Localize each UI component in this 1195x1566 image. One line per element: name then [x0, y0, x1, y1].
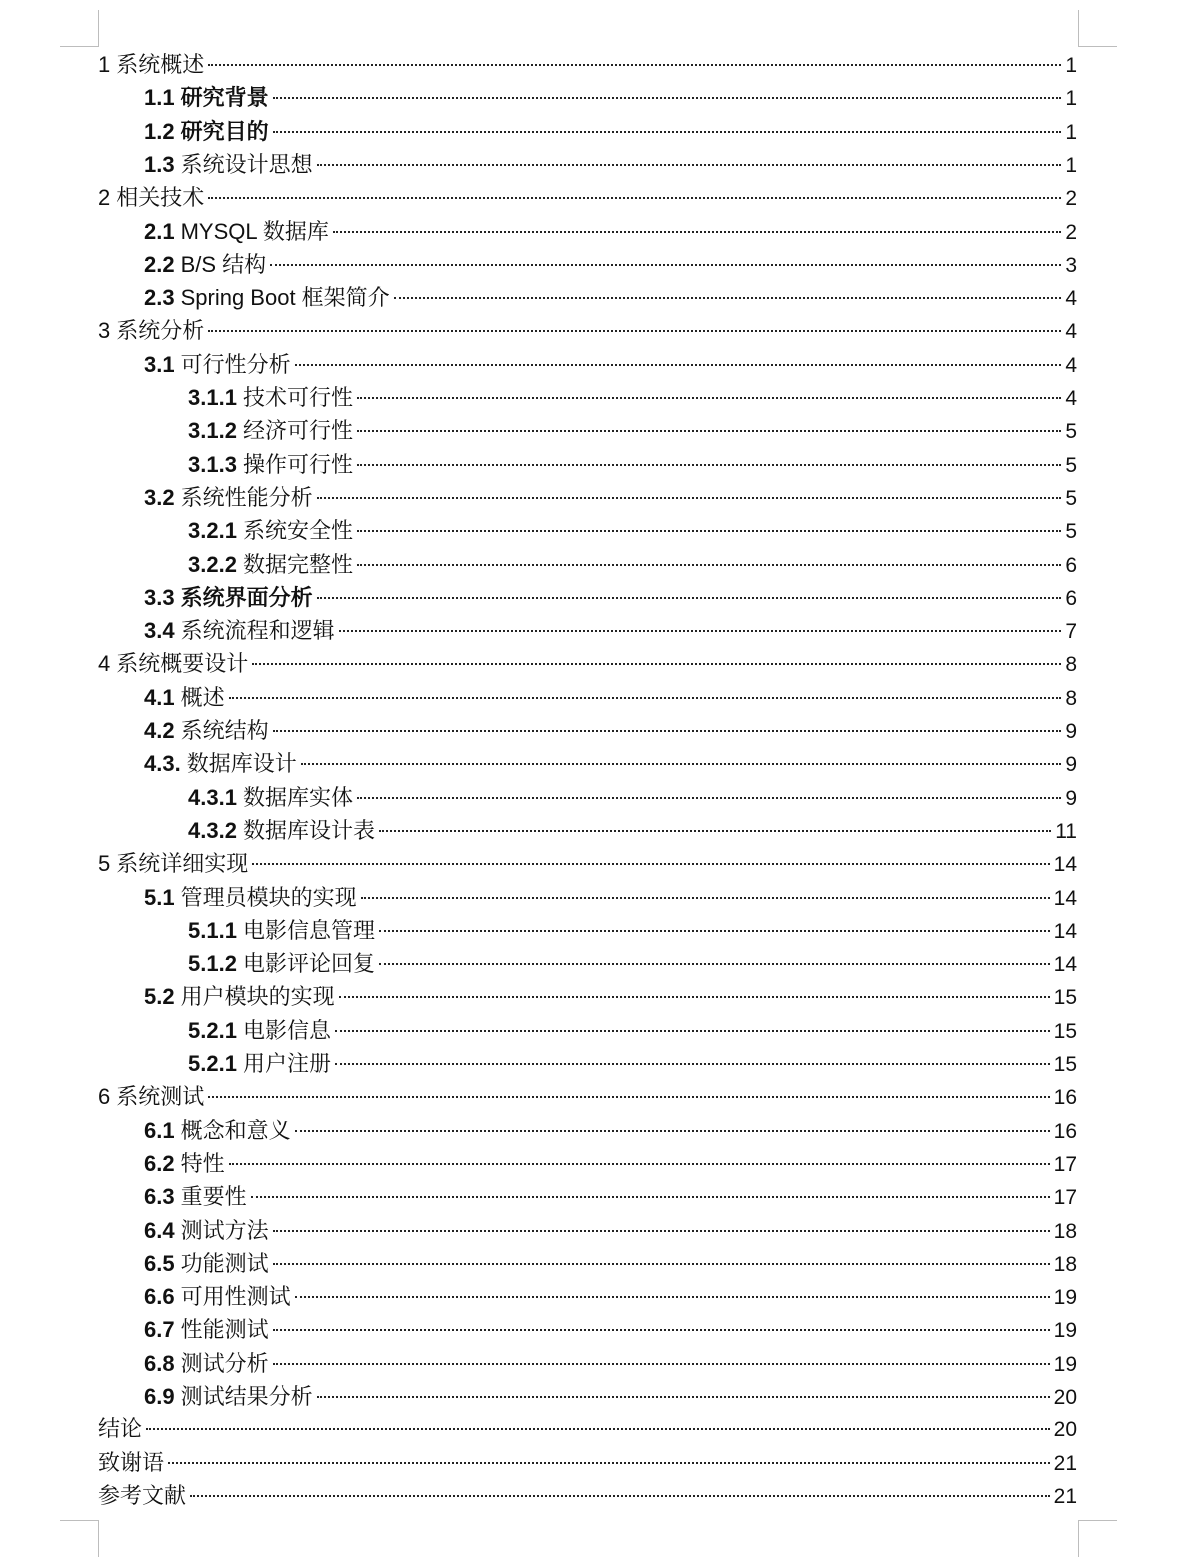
toc-dot-leader [273, 1230, 1050, 1232]
toc-entry-page-number: 7 [1065, 620, 1077, 644]
toc-dot-leader [357, 564, 1061, 566]
toc-entry-title: 功能测试 [180, 1251, 269, 1277]
toc-entry-title: 数据库设计 [186, 752, 297, 778]
toc-entry-page-number: 21 [1053, 1451, 1077, 1475]
toc-entry-title: 特性 [180, 1151, 225, 1177]
toc-entry-number: 1.2 [144, 118, 175, 144]
toc-entry-title: 系统概要设计 [116, 652, 249, 678]
toc-entry[interactable] [144, 581, 1077, 615]
toc-dot-leader [361, 897, 1050, 899]
toc-entry-title: 性能测试 [180, 1318, 269, 1344]
toc-dot-leader [270, 264, 1061, 266]
toc-entry[interactable] [144, 980, 1077, 1014]
toc-dot-leader [273, 131, 1062, 133]
toc-entry[interactable] [144, 681, 1077, 715]
toc-entry-page-number: 16 [1053, 1086, 1077, 1110]
toc-entry-page-number: 1 [1065, 54, 1077, 77]
toc-entry[interactable] [144, 248, 1077, 282]
toc-dot-leader [394, 297, 1062, 299]
toc-entry-page-number: 4 [1065, 287, 1077, 311]
corner-mark-top-right [1078, 10, 1117, 47]
toc-entry-title: 可行性分析 [180, 352, 291, 378]
toc-dot-leader [357, 797, 1061, 799]
toc-entry-title: 可用性测试 [180, 1285, 291, 1311]
toc-entry-page-number: 17 [1053, 1186, 1077, 1210]
toc-dot-leader [333, 231, 1061, 233]
toc-entry-title: 系统安全性 [242, 519, 353, 545]
toc-entry-title: 致谢语 [98, 1450, 165, 1476]
toc-entry-number: 4 [98, 651, 111, 677]
toc-entry-page-number: 15 [1053, 986, 1077, 1010]
toc-entry-page-number: 14 [1053, 953, 1077, 977]
toc-entry-page-number: 8 [1065, 686, 1077, 710]
toc-dot-leader [335, 1030, 1050, 1032]
toc-entry-number: 2.1 [144, 218, 175, 244]
toc-dot-leader [190, 1495, 1050, 1497]
toc-entry-page-number: 5 [1065, 453, 1077, 477]
toc-entry-number: 6.3 [144, 1184, 175, 1210]
toc-entry-number: 6.9 [144, 1384, 175, 1409]
toc-entry-title: 电影评论回复 [242, 952, 375, 978]
toc-entry-number: 3.2 [144, 484, 175, 510]
toc-entry[interactable] [98, 847, 1077, 881]
toc-entry-page-number: 4 [1065, 320, 1077, 344]
toc-dot-leader [295, 1296, 1050, 1298]
toc-entry[interactable] [144, 1313, 1077, 1347]
toc-entry[interactable] [144, 1214, 1077, 1248]
toc-entry-page-number: 15 [1053, 1053, 1077, 1076]
toc-entry-number: 6.1 [144, 1117, 175, 1143]
toc-entry[interactable] [144, 1280, 1077, 1314]
toc-entry-number: 5.1 [144, 884, 175, 910]
toc-entry-page-number: 11 [1055, 819, 1077, 843]
toc-entry-number: 6.8 [144, 1350, 175, 1376]
toc-dot-leader [301, 763, 1062, 765]
toc-entry-title: 数据完整性 [242, 552, 353, 578]
toc-entry-title: 系统详细实现 [116, 852, 249, 878]
toc-entry-page-number: 6 [1065, 586, 1077, 610]
toc-entry-title: 系统分析 [116, 319, 205, 345]
toc-entry[interactable] [144, 1347, 1077, 1381]
toc-entry-title: 系统概述 [116, 53, 205, 78]
toc-dot-leader [252, 863, 1049, 865]
toc-dot-leader [317, 1396, 1050, 1398]
toc-entry-number: 6.5 [144, 1250, 175, 1276]
toc-dot-leader [335, 1063, 1050, 1065]
toc-entry-number: 4.1 [144, 684, 175, 710]
toc-entry-page-number: 14 [1053, 919, 1077, 943]
toc-entry-number: 1 [98, 52, 111, 77]
toc-entry-page-number: 19 [1053, 1286, 1077, 1310]
toc-dot-leader [379, 830, 1051, 832]
toc-entry-title: 电影信息管理 [242, 918, 375, 944]
toc-entry-page-number: 5 [1065, 520, 1077, 544]
toc-entry-title: 用户注册 [242, 1052, 331, 1077]
toc-entry[interactable] [188, 414, 1077, 448]
toc-entry[interactable] [144, 281, 1077, 315]
corner-mark-bottom-right [1078, 1520, 1117, 1557]
toc-entry-title: 用户模块的实现 [180, 985, 335, 1011]
toc-entry[interactable] [98, 1080, 1077, 1114]
toc-entry-page-number: 21 [1053, 1484, 1077, 1508]
toc-entry-number: 3.1.2 [188, 418, 237, 444]
toc-entry-page-number: 18 [1053, 1219, 1077, 1243]
toc-entry-number: 2.2 [144, 251, 175, 277]
toc-entry-title: 数据库实体 [242, 785, 353, 811]
toc-entry[interactable] [188, 1014, 1077, 1048]
toc-entry-title: 相关技术 [116, 186, 205, 212]
toc-entry[interactable] [188, 1047, 1077, 1081]
toc-dot-leader [339, 630, 1062, 632]
toc-entry-number: 3.3 [144, 584, 175, 610]
toc-entry[interactable] [98, 1447, 1077, 1481]
toc-entry-number: 4.3.1 [188, 784, 237, 810]
toc-entry-number: 5.1.1 [188, 917, 237, 943]
toc-entry[interactable] [144, 215, 1077, 249]
toc-entry[interactable] [144, 348, 1077, 382]
toc-dot-leader [208, 64, 1061, 66]
toc-entry-page-number: 8 [1065, 653, 1077, 677]
corner-mark-top-left [60, 10, 99, 47]
toc-entry-number: 6.4 [144, 1217, 175, 1243]
toc-entry-title: 系统结构 [180, 719, 269, 744]
toc-entry-page-number: 17 [1053, 1152, 1077, 1176]
toc-entry-page-number: 19 [1053, 1352, 1077, 1376]
toc-entry-title: 研究目的 [180, 118, 269, 144]
toc-entry-number: 3 [98, 318, 111, 344]
toc-dot-leader [229, 1163, 1050, 1165]
toc-entry-number: 1.1 [144, 85, 175, 111]
toc-entry[interactable] [144, 1380, 1077, 1414]
toc-entry-page-number: 20 [1053, 1418, 1077, 1442]
toc-dot-leader [273, 97, 1062, 99]
toc-entry[interactable] [144, 115, 1077, 149]
toc-dot-leader [146, 1428, 1050, 1430]
toc-dot-leader [295, 364, 1062, 366]
toc-entry[interactable] [98, 181, 1077, 215]
toc-entry-number: 4.3. [144, 751, 181, 777]
toc-entry-page-number: 16 [1053, 1119, 1077, 1143]
toc-entry[interactable] [144, 1180, 1077, 1214]
toc-dot-leader [252, 663, 1061, 665]
toc-entry-title: 电影信息 [242, 1018, 331, 1044]
toc-entry[interactable] [188, 548, 1077, 582]
toc-entry-title: 概念和意义 [180, 1118, 291, 1144]
toc-entry[interactable] [144, 1147, 1077, 1181]
toc-dot-leader [357, 430, 1061, 432]
toc-entry-page-number: 20 [1053, 1386, 1077, 1409]
toc-entry-page-number: 2 [1065, 187, 1077, 211]
toc-entry[interactable] [98, 1413, 1077, 1447]
toc-entry[interactable] [98, 647, 1077, 681]
toc-entry-number: 6.2 [144, 1150, 175, 1176]
toc-entry[interactable] [144, 81, 1077, 115]
toc-entry-title: 管理员模块的实现 [180, 885, 357, 911]
toc-entry-page-number: 4 [1065, 387, 1077, 410]
toc-entry-number: 3.4 [144, 618, 175, 644]
toc-entry[interactable] [144, 1114, 1077, 1148]
toc-entry-number: 2 [98, 185, 111, 211]
toc-entry[interactable] [188, 514, 1077, 548]
toc-entry-title: 系统性能分析 [180, 485, 313, 511]
toc-entry-page-number: 5 [1065, 486, 1077, 510]
toc-entry-title: 系统测试 [116, 1085, 205, 1111]
toc-entry-title: 研究背景 [180, 85, 269, 111]
toc-entry-title: 参考文献 [98, 1483, 187, 1509]
toc-entry[interactable] [188, 814, 1077, 848]
toc-entry-title: 系统设计思想 [180, 152, 313, 178]
toc-dot-leader [317, 597, 1062, 599]
toc-dot-leader [229, 697, 1062, 699]
toc-dot-leader [357, 397, 1061, 399]
toc-entry-page-number: 14 [1053, 853, 1077, 877]
toc-entry-title: MYSQL 数据库 [180, 218, 329, 244]
toc-entry[interactable] [98, 314, 1077, 348]
toc-entry-number: 3.2.1 [188, 518, 237, 544]
toc-entry-page-number: 6 [1065, 553, 1077, 577]
toc-entry[interactable] [188, 781, 1077, 815]
toc-entry[interactable] [98, 1480, 1077, 1514]
toc-entry-number: 3.1 [144, 351, 175, 377]
toc-entry-page-number: 9 [1065, 720, 1077, 743]
toc-dot-leader [357, 464, 1061, 466]
toc-dot-leader [379, 930, 1050, 932]
toc-entry[interactable] [144, 714, 1077, 748]
toc-entry-title: 测试分析 [180, 1351, 269, 1377]
toc-entry-number: 3.2.2 [188, 551, 237, 577]
toc-entry-title: 测试结果分析 [180, 1385, 313, 1410]
toc-entry-number: 5.2.1 [188, 1051, 237, 1076]
toc-entry-title: 操作可行性 [242, 452, 353, 478]
toc-entry-title: 概述 [180, 685, 225, 711]
corner-mark-bottom-left [60, 1520, 99, 1557]
toc-entry-page-number: 19 [1053, 1319, 1077, 1343]
toc-entry-page-number: 4 [1065, 353, 1077, 377]
toc-entry-title: 技术可行性 [242, 386, 353, 411]
toc-dot-leader [317, 164, 1062, 166]
toc-entry[interactable] [188, 381, 1077, 415]
toc-entry[interactable] [188, 914, 1077, 948]
toc-entry-title: 测试方法 [180, 1218, 269, 1244]
toc-dot-leader [273, 730, 1062, 732]
toc-entry[interactable] [144, 881, 1077, 915]
toc-entry[interactable] [188, 947, 1077, 981]
toc-entry-title: 经济可行性 [242, 419, 353, 445]
toc-entry-number: 6.6 [144, 1284, 175, 1310]
toc-entry-title: 数据库设计表 [242, 818, 375, 844]
toc-entry-number: 2.3 [144, 285, 175, 311]
toc-entry-page-number: 3 [1065, 253, 1077, 277]
toc-entry-page-number: 5 [1065, 420, 1077, 444]
toc-entry-number: 4.2 [144, 718, 175, 743]
toc-entry-page-number: 9 [1065, 753, 1077, 777]
toc-entry-title: 系统界面分析 [180, 585, 313, 611]
toc-entry-page-number: 1 [1065, 153, 1077, 177]
toc-dot-leader [317, 497, 1062, 499]
toc-entry-number: 3.1.1 [188, 385, 237, 410]
toc-entry-page-number: 18 [1053, 1252, 1077, 1276]
toc-entry-title: Spring Boot 框架简介 [180, 285, 390, 311]
toc-entry[interactable] [144, 614, 1077, 648]
toc-entry[interactable] [144, 481, 1077, 515]
toc-dot-leader [273, 1263, 1050, 1265]
toc-entry-number: 6 [98, 1084, 111, 1110]
toc-dot-leader [208, 1096, 1049, 1098]
toc-entry-page-number: 1 [1065, 87, 1077, 111]
toc-entry-number: 5.1.2 [188, 951, 237, 977]
toc-entry-title: B/S 结构 [180, 251, 267, 277]
toc-entry-title: 系统流程和逻辑 [180, 619, 335, 645]
toc-entry[interactable] [144, 747, 1077, 781]
toc-entry-page-number: 9 [1065, 786, 1077, 810]
toc-entry-page-number: 15 [1053, 1019, 1077, 1043]
toc-dot-leader [168, 1462, 1050, 1464]
toc-entry-page-number: 14 [1053, 886, 1077, 910]
toc-entry-number: 5.2.1 [188, 1017, 237, 1043]
toc-entry-number: 6.7 [144, 1317, 175, 1343]
toc-dot-leader [208, 197, 1061, 199]
toc-dot-leader [379, 963, 1050, 965]
toc-dot-leader [339, 996, 1050, 998]
toc-entry-title: 重要性 [180, 1185, 247, 1211]
toc-entry[interactable] [98, 48, 1077, 82]
toc-dot-leader [295, 1130, 1050, 1132]
toc-entry[interactable] [188, 448, 1077, 482]
toc-entry-number: 5.2 [144, 984, 175, 1010]
toc-dot-leader [357, 530, 1061, 532]
toc-entry-number: 1.3 [144, 151, 175, 177]
toc-dot-leader [273, 1329, 1050, 1331]
toc-entry[interactable] [144, 1247, 1077, 1281]
toc-dot-leader [273, 1363, 1050, 1365]
toc-entry-page-number: 2 [1065, 220, 1077, 244]
toc-dot-leader [208, 330, 1061, 332]
toc-entry-page-number: 1 [1065, 120, 1077, 144]
toc-entry-number: 3.1.3 [188, 451, 237, 477]
toc-entry[interactable] [144, 148, 1077, 182]
toc-dot-leader [251, 1196, 1050, 1198]
toc-entry-title: 结论 [98, 1417, 143, 1443]
toc-entry-number: 4.3.2 [188, 817, 237, 843]
toc-entry-number: 5 [98, 851, 111, 877]
